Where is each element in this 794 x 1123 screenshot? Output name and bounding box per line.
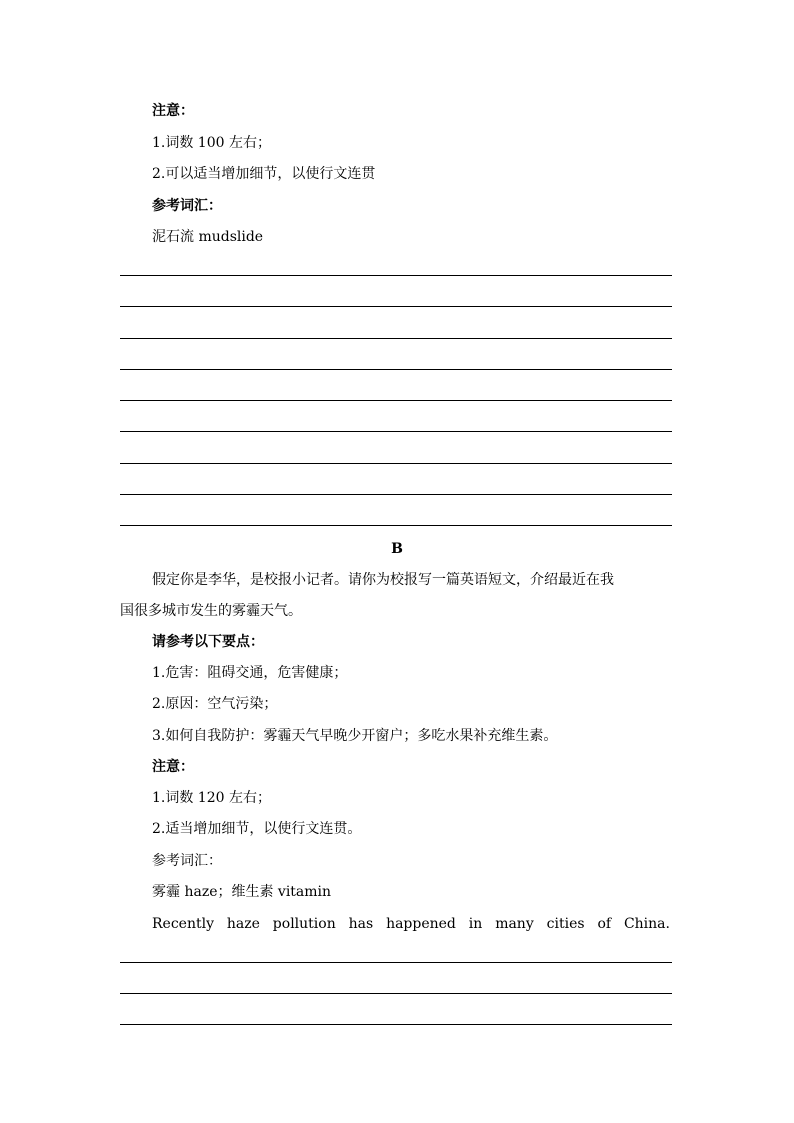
notes-label-a: 注意： (152, 103, 194, 119)
opening-word: has (348, 916, 374, 932)
vocab-item-mudslide: 泥石流 mudslide (152, 229, 264, 245)
writing-line (120, 525, 672, 526)
point-protection: 3.如何自我防护：雾霾天气早晚少开窗户；多吃水果补充维生素。 (152, 728, 558, 744)
opening-word: Recently (152, 916, 214, 932)
writing-line (120, 431, 672, 432)
prompt-line-2: 国很多城市发生的雾霾天气。 (120, 603, 302, 619)
writing-line (120, 369, 672, 370)
note-details-a: 2.可以适当增加细节，以使行文连贯 (152, 166, 376, 182)
opening-word: haze (226, 916, 260, 932)
writing-line (120, 463, 672, 464)
section-b-heading: B (391, 541, 403, 557)
note-word-count-b: 1.词数 120 左右； (152, 790, 271, 806)
opening-word: happened (386, 916, 456, 932)
writing-line (120, 400, 672, 401)
opening-word: of (597, 916, 612, 932)
writing-line (120, 494, 672, 495)
opening-word: China. (623, 916, 670, 932)
writing-line (120, 338, 672, 339)
point-cause: 2.原因：空气污染； (152, 696, 278, 712)
note-details-b: 2.适当增加细节，以使行文连贯。 (152, 821, 362, 837)
writing-line (120, 962, 672, 963)
opening-word: many (495, 916, 534, 932)
point-harm: 1.危害：阻碍交通，危害健康； (152, 665, 348, 681)
writing-line (120, 275, 672, 276)
vocab-label-a: 参考词汇： (152, 198, 222, 214)
vocab-item-haze-vitamin: 雾霾 haze；维生素 vitamin (152, 884, 332, 900)
vocab-label-b: 参考词汇： (152, 853, 222, 869)
notes-label-b: 注意： (152, 759, 194, 775)
note-word-count-a: 1.词数 100 左右； (152, 135, 271, 151)
opening-word: pollution (272, 916, 336, 932)
writing-line (120, 993, 672, 994)
writing-line (120, 306, 672, 307)
prompt-line-1: 假定你是李华，是校报小记者。请你为校报写一篇英语短文，介绍最近在我 (152, 572, 614, 588)
points-label: 请参考以下要点： (152, 634, 264, 650)
writing-line (120, 1024, 672, 1025)
opening-word: in (468, 916, 483, 932)
opening-sentence (152, 914, 670, 934)
opening-word: cities (546, 916, 585, 932)
